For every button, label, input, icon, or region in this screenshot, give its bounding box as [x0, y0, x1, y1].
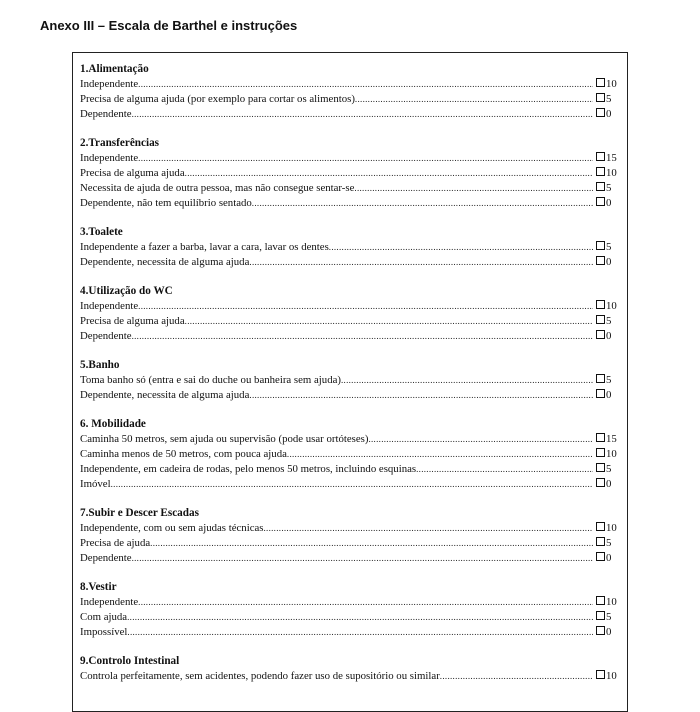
- dot-leader: [185, 314, 593, 329]
- scale-section: [80, 225, 622, 270]
- scale-section: [80, 62, 622, 122]
- option-label: Dependente: [80, 329, 132, 342]
- option-label: Caminha menos de 50 metros, com pouca ajuda: [80, 447, 287, 460]
- dot-leader: [249, 388, 593, 403]
- scale-option: [80, 107, 622, 122]
- scale-option: [80, 625, 622, 640]
- option-points: 5: [606, 373, 612, 386]
- scale-option: [80, 77, 622, 92]
- option-points: 15: [606, 432, 617, 445]
- dot-leader: [127, 625, 593, 640]
- scale-option: [80, 595, 622, 610]
- option-points: 10: [606, 669, 617, 682]
- dot-leader: [111, 477, 593, 492]
- scale-option: [80, 373, 622, 388]
- checkbox[interactable]: [596, 256, 605, 265]
- option-points: 5: [606, 92, 612, 105]
- option-points: 5: [606, 610, 612, 623]
- checkbox[interactable]: [596, 626, 605, 635]
- option-label: Dependente: [80, 551, 132, 564]
- option-points: 5: [606, 462, 612, 475]
- option-label: Precisa de alguma ajuda: [80, 166, 185, 179]
- option-label: Precisa de alguma ajuda (por exemplo para cortar os alimentos): [80, 92, 355, 105]
- option-label: Dependente, necessita de alguma ajuda: [80, 388, 250, 401]
- scale-option: [80, 166, 622, 181]
- option-label: Precisa de ajuda: [80, 536, 151, 549]
- scale-section: [80, 136, 622, 211]
- section-title: 4.Utilização do WC: [80, 285, 173, 297]
- option-label: Independente, em cadeira de rodas, pelo menos 50 metros, incluindo esquinas: [80, 462, 417, 475]
- dot-leader: [354, 181, 593, 196]
- barthel-scale-form: [72, 52, 628, 712]
- option-label: Independente, com ou sem ajudas técnicas: [80, 521, 264, 534]
- scale-option: [80, 92, 622, 107]
- scale-section: [80, 580, 622, 640]
- option-label: Com ajuda: [80, 610, 128, 623]
- scale-option: [80, 388, 622, 403]
- option-label: Independente: [80, 595, 139, 608]
- section-title: 1.Alimentação: [80, 63, 149, 75]
- option-label: Necessita de ajuda de outra pessoa, mas não consegue sentar-se: [80, 181, 355, 194]
- dot-leader: [287, 447, 593, 462]
- section-title: 7.Subir e Descer Escadas: [80, 507, 199, 519]
- checkbox[interactable]: [596, 478, 605, 487]
- dot-leader: [368, 432, 593, 447]
- option-points: 10: [606, 521, 617, 534]
- dot-leader: [249, 255, 593, 270]
- option-label: Impossível: [80, 625, 128, 638]
- scale-option: [80, 181, 622, 196]
- scale-option: [80, 536, 622, 551]
- section-title: 9.Controlo Intestinal: [80, 655, 180, 667]
- dot-leader: [132, 107, 593, 122]
- checkbox[interactable]: [596, 433, 605, 442]
- scale-option: [80, 255, 622, 270]
- checkbox[interactable]: [596, 300, 605, 309]
- section-title: 6. Mobilidade: [80, 418, 146, 430]
- checkbox[interactable]: [596, 522, 605, 531]
- dot-leader: [150, 536, 593, 551]
- checkbox[interactable]: [596, 448, 605, 457]
- option-label: Dependente, não tem equilíbrio sentado: [80, 196, 252, 209]
- dot-leader: [138, 595, 593, 610]
- checkbox[interactable]: [596, 389, 605, 398]
- checkbox[interactable]: [596, 167, 605, 176]
- option-points: 10: [606, 166, 617, 179]
- scale-option: [80, 551, 622, 566]
- dot-leader: [341, 373, 593, 388]
- scale-section: [80, 417, 622, 492]
- option-points: 10: [606, 299, 617, 312]
- dot-leader: [416, 462, 593, 477]
- option-points: 0: [606, 625, 612, 638]
- option-points: 15: [606, 151, 617, 164]
- option-label: Independente: [80, 77, 139, 90]
- checkbox[interactable]: [596, 374, 605, 383]
- option-label: Dependente: [80, 107, 132, 120]
- option-label: Independente: [80, 299, 139, 312]
- page-heading: Anexo III – Escala de Barthel e instruções: [40, 18, 298, 33]
- scale-section: [80, 506, 622, 566]
- scale-option: [80, 610, 622, 625]
- option-points: 0: [606, 551, 612, 564]
- scale-option: [80, 314, 622, 329]
- checkbox[interactable]: [596, 611, 605, 620]
- scale-option: [80, 432, 622, 447]
- option-points: 5: [606, 536, 612, 549]
- scale-option: [80, 299, 622, 314]
- option-points: 10: [606, 447, 617, 460]
- checkbox[interactable]: [596, 463, 605, 472]
- option-label: Precisa de alguma ajuda: [80, 314, 185, 327]
- option-points: 10: [606, 77, 617, 90]
- option-label: Independente: [80, 151, 139, 164]
- scale-section: [80, 654, 622, 684]
- dot-leader: [138, 77, 593, 92]
- option-points: 5: [606, 314, 612, 327]
- checkbox[interactable]: [596, 152, 605, 161]
- section-title: 3.Toalete: [80, 226, 123, 238]
- option-label: Independente a fazer a barba, lavar a cara, lavar os dentes: [80, 240, 329, 253]
- section-title: 5.Banho: [80, 359, 120, 371]
- option-points: 0: [606, 329, 612, 342]
- option-label: Imóvel: [80, 477, 111, 490]
- option-label: Dependente, necessita de alguma ajuda: [80, 255, 250, 268]
- dot-leader: [329, 240, 593, 255]
- option-points: 0: [606, 477, 612, 490]
- checkbox[interactable]: [596, 315, 605, 324]
- dot-leader: [185, 166, 593, 181]
- checkbox[interactable]: [596, 537, 605, 546]
- checkbox[interactable]: [596, 670, 605, 679]
- option-label: Controla perfeitamente, sem acidentes, podendo fazer uso de supositório ou similar: [80, 669, 440, 682]
- checkbox[interactable]: [596, 182, 605, 191]
- section-title: 8.Vestir: [80, 581, 117, 593]
- option-points: 0: [606, 196, 612, 209]
- dot-leader: [263, 521, 593, 536]
- dot-leader: [138, 299, 593, 314]
- dot-leader: [252, 196, 593, 211]
- checkbox[interactable]: [596, 197, 605, 206]
- dot-leader: [132, 551, 593, 566]
- option-label: Toma banho só (entra e sai do duche ou banheira sem ajuda): [80, 373, 341, 386]
- checkbox[interactable]: [596, 552, 605, 561]
- scale-option: [80, 240, 622, 255]
- option-points: 0: [606, 388, 612, 401]
- scale-option: [80, 462, 622, 477]
- dot-leader: [355, 92, 593, 107]
- option-points: 0: [606, 255, 612, 268]
- dot-leader: [138, 151, 593, 166]
- scale-option: [80, 669, 622, 684]
- scale-option: [80, 521, 622, 536]
- option-points: 10: [606, 595, 617, 608]
- scale-section: [80, 284, 622, 344]
- dot-leader: [132, 329, 593, 344]
- checkbox[interactable]: [596, 330, 605, 339]
- checkbox[interactable]: [596, 241, 605, 250]
- option-points: 0: [606, 107, 612, 120]
- dot-leader: [440, 669, 593, 684]
- section-title: 2.Transferências: [80, 137, 160, 149]
- checkbox[interactable]: [596, 596, 605, 605]
- scale-option: [80, 477, 622, 492]
- checkbox[interactable]: [596, 93, 605, 102]
- option-points: 5: [606, 240, 612, 253]
- option-points: 5: [606, 181, 612, 194]
- scale-section: [80, 358, 622, 403]
- dot-leader: [127, 610, 593, 625]
- scale-option: [80, 447, 622, 462]
- checkbox[interactable]: [596, 78, 605, 87]
- scale-option: [80, 196, 622, 211]
- form-sections: [80, 62, 622, 698]
- checkbox[interactable]: [596, 108, 605, 117]
- scale-option: [80, 329, 622, 344]
- option-label: Caminha 50 metros, sem ajuda ou supervisão (pode usar ortóteses): [80, 432, 369, 445]
- scale-option: [80, 151, 622, 166]
